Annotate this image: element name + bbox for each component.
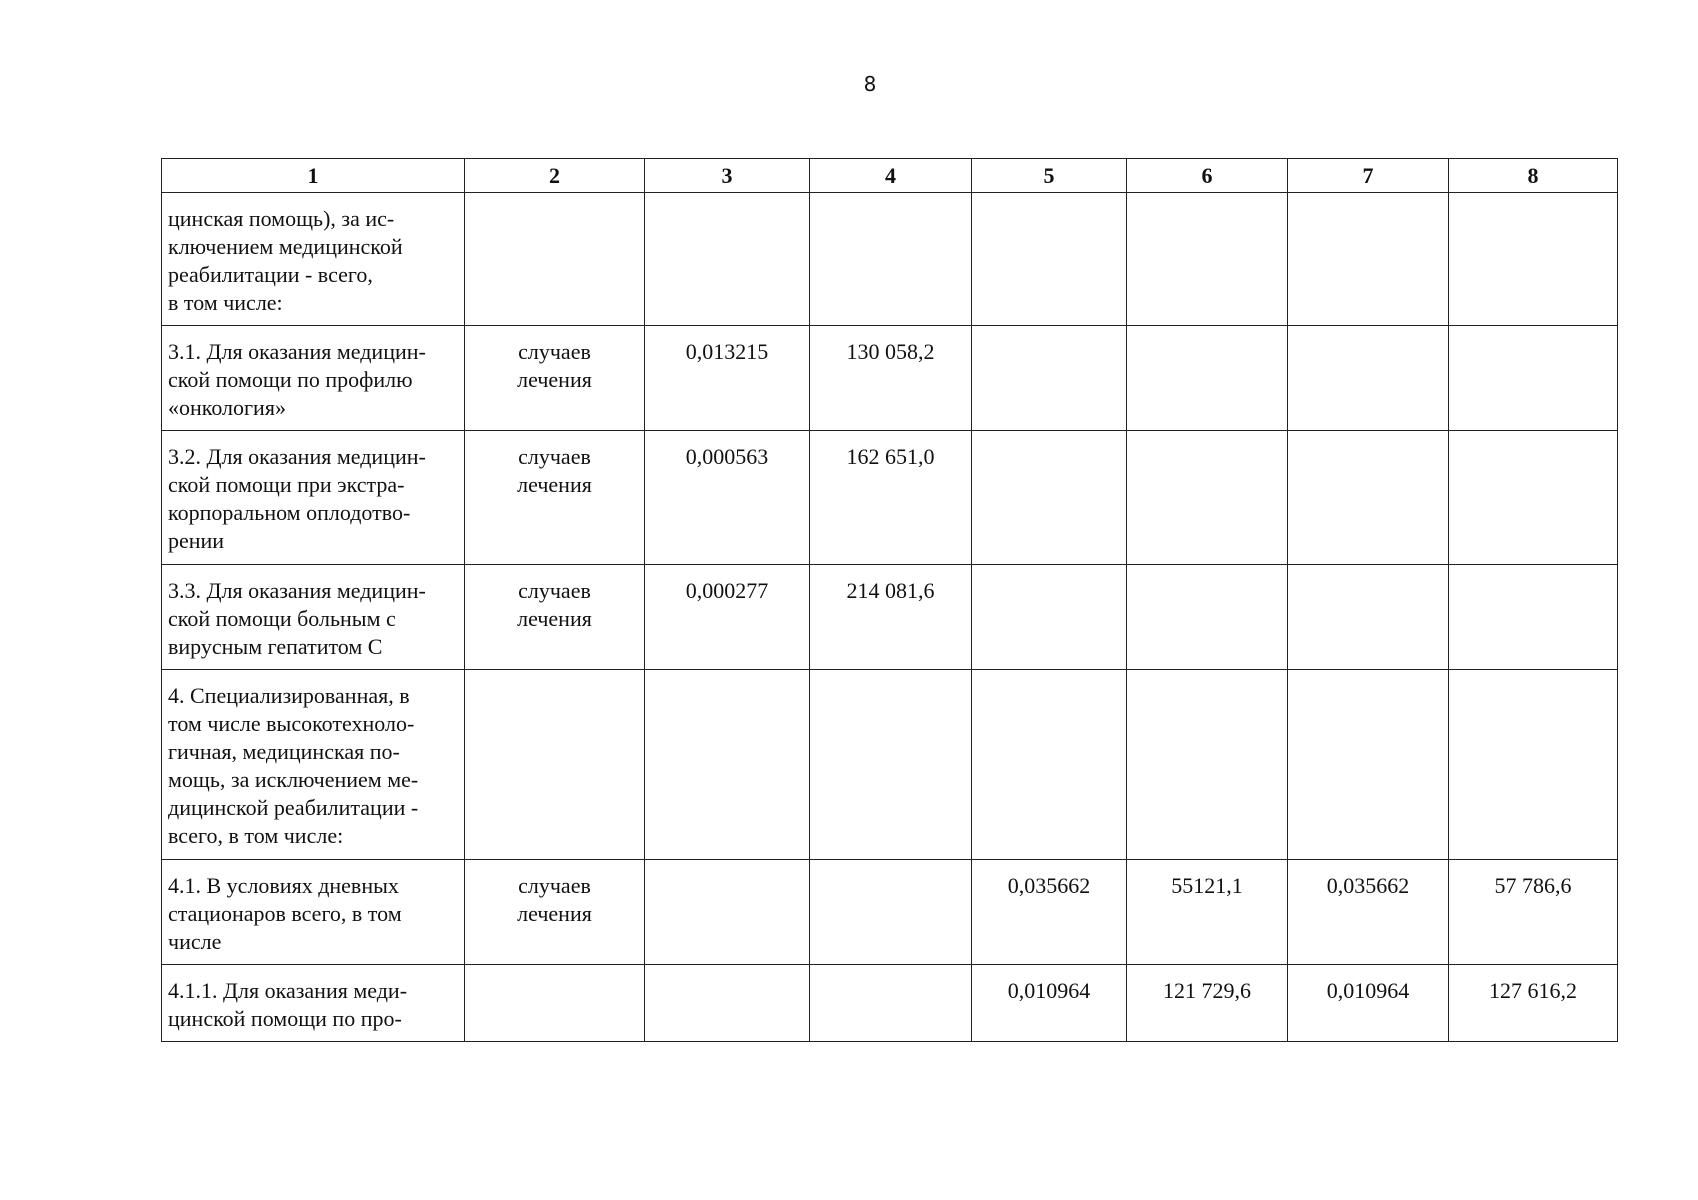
table-row: [162, 431, 1618, 565]
value-cell: [1449, 326, 1618, 431]
value-cell: [810, 965, 972, 1042]
value-cell: [810, 860, 972, 965]
value-cell: [1127, 670, 1288, 860]
value-cell: 214 081,6: [810, 565, 972, 670]
value-cell: [972, 670, 1127, 860]
value-cell: 121 729,6: [1127, 965, 1288, 1042]
column-header: 4: [810, 159, 972, 193]
unit-cell: [465, 193, 645, 326]
column-header: 1: [162, 159, 465, 193]
table-row: [162, 965, 1618, 1042]
value-cell: [972, 193, 1127, 326]
value-cell: [645, 965, 810, 1042]
value-cell: [1127, 193, 1288, 326]
column-header: 8: [1449, 159, 1618, 193]
table-row: [162, 326, 1618, 431]
value-cell: 0,010964: [972, 965, 1127, 1042]
unit-cell: случаев лечения: [465, 431, 645, 565]
value-cell: 127 616,2: [1449, 965, 1618, 1042]
value-cell: [1288, 431, 1449, 565]
value-cell: [645, 670, 810, 860]
value-cell: 55121,1: [1127, 860, 1288, 965]
column-header: 3: [645, 159, 810, 193]
column-header: 6: [1127, 159, 1288, 193]
value-cell: [1449, 565, 1618, 670]
value-cell: [810, 193, 972, 326]
value-cell: [972, 326, 1127, 431]
value-cell: [1127, 326, 1288, 431]
value-cell: [1449, 431, 1618, 565]
row-label: 4.1.1. Для оказания меди- цинской помощи по про-: [162, 965, 465, 1042]
value-cell: [1127, 431, 1288, 565]
unit-cell: случаев лечения: [465, 860, 645, 965]
column-header: 7: [1288, 159, 1449, 193]
value-cell: [645, 860, 810, 965]
value-cell: 0,035662: [972, 860, 1127, 965]
table-row: [162, 193, 1618, 326]
value-cell: [1288, 193, 1449, 326]
value-cell: [810, 670, 972, 860]
value-cell: [1288, 565, 1449, 670]
value-cell: [1127, 565, 1288, 670]
data-table: [161, 158, 1618, 1042]
value-cell: [972, 565, 1127, 670]
unit-cell: случаев лечения: [465, 565, 645, 670]
value-cell: [1288, 326, 1449, 431]
value-cell: [972, 431, 1127, 565]
row-label: 4.1. В условиях дневных стационаров всего, в том числе: [162, 860, 465, 965]
table-row: [162, 670, 1618, 860]
value-cell: 162 651,0: [810, 431, 972, 565]
unit-cell: [465, 965, 645, 1042]
column-header: 2: [465, 159, 645, 193]
value-cell: 0,000277: [645, 565, 810, 670]
row-label: 3.2. Для оказания медицин- ской помощи при экстра- корпоральном оплодотво- рении: [162, 431, 465, 565]
row-label: 3.3. Для оказания медицин- ской помощи больным с вирусным гепатитом С: [162, 565, 465, 670]
row-label: 3.1. Для оказания медицин- ской помощи по профилю «онкология»: [162, 326, 465, 431]
value-cell: [645, 193, 810, 326]
value-cell: 0,010964: [1288, 965, 1449, 1042]
table-row: [162, 860, 1618, 965]
value-cell: 0,013215: [645, 326, 810, 431]
value-cell: 130 058,2: [810, 326, 972, 431]
value-cell: 57 786,6: [1449, 860, 1618, 965]
unit-cell: случаев лечения: [465, 326, 645, 431]
row-label: цинская помощь), за ис- ключением медицинской реабилитации - всего, в том числе:: [162, 193, 465, 326]
value-cell: [1449, 193, 1618, 326]
page-number: 8: [863, 72, 877, 96]
table-row: [162, 565, 1618, 670]
unit-cell: [465, 670, 645, 860]
column-header: 5: [972, 159, 1127, 193]
value-cell: [1449, 670, 1618, 860]
value-cell: 0,035662: [1288, 860, 1449, 965]
table-header-row: [162, 159, 1618, 193]
row-label: 4. Специализированная, в том числе высокотехноло- гичная, медицинская по- мощь, за исключением ме- дицинской реабилитации - всего, в том числе:: [162, 670, 465, 860]
value-cell: [1288, 670, 1449, 860]
value-cell: 0,000563: [645, 431, 810, 565]
